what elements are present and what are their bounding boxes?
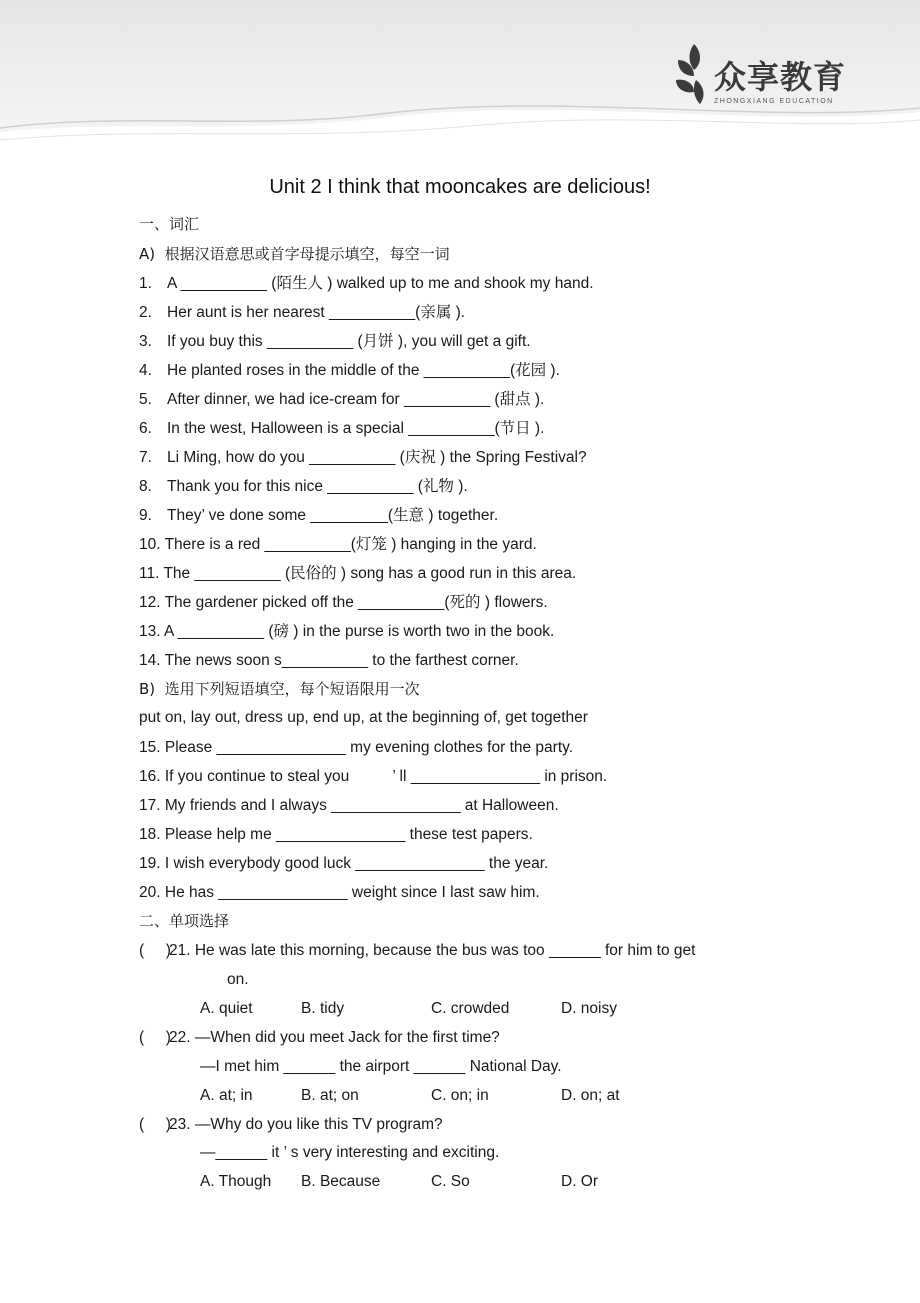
option-c: C. on; in bbox=[431, 1087, 489, 1104]
section1-heading: 一、词汇 bbox=[139, 215, 200, 233]
question-23: ( )23. —Why do you like this TV program? bbox=[139, 1116, 443, 1133]
question-22: ( )22. —When did you meet Jack for the first time? bbox=[139, 1029, 500, 1046]
option-a: A. at; in bbox=[200, 1087, 253, 1104]
list-item: 15. Please _______________ my evening clothes for the party. bbox=[139, 739, 574, 756]
list-item: 17. My friends and I always _______________ at Halloween. bbox=[139, 797, 559, 814]
list-item: 12. The gardener picked off the __________(死的 ) flowers. bbox=[139, 594, 548, 611]
brand-logo bbox=[672, 40, 847, 115]
option-b: B. tidy bbox=[301, 1000, 345, 1017]
question-22-continued: —I met him ______ the airport ______ National Day. bbox=[200, 1058, 562, 1075]
leaf-logo-icon bbox=[672, 40, 714, 115]
list-item: 18. Please help me _______________ these test papers. bbox=[139, 826, 533, 843]
section2-heading: 二、单项选择 bbox=[139, 912, 230, 930]
list-item: 10. There is a red __________(灯笼 ) hanging in the yard. bbox=[139, 536, 537, 553]
option-b: B. Because bbox=[301, 1173, 381, 1190]
header-banner bbox=[0, 0, 920, 150]
option-d: D. Or bbox=[561, 1173, 599, 1190]
list-item: 2. Her aunt is her nearest __________(亲属 ). bbox=[139, 304, 466, 321]
option-c: C. So bbox=[431, 1173, 470, 1190]
question-23-continued: —______ it ’ s very interesting and exciting. bbox=[200, 1144, 500, 1161]
list-item: 5. After dinner, we had ice-cream for __________ (甜点 ). bbox=[139, 391, 545, 408]
list-item: 6. In the west, Halloween is a special __________(节日 ). bbox=[139, 420, 545, 437]
partA-instruction: A) 根据汉语意思或首字母提示填空，每空一词 bbox=[139, 245, 450, 263]
list-item: 9. They’ ve done some _________(生意 ) together. bbox=[139, 507, 499, 524]
list-item: 3. If you buy this __________ (月饼 ), you will get a gift. bbox=[139, 333, 531, 350]
option-d: D. on; at bbox=[561, 1087, 620, 1104]
list-item: 13. A __________ (磅 ) in the purse is worth two in the book. bbox=[139, 623, 555, 640]
brand-name-en: ZHONGXIANG EDUCATION bbox=[714, 98, 834, 105]
list-item: 16. If you continue to steal you ’ ll _______________ in prison. bbox=[139, 768, 608, 785]
phrase-bank: put on, lay out, dress up, end up, at the beginning of, get together bbox=[139, 709, 588, 726]
list-item: 14. The news soon s__________ to the farthest corner. bbox=[139, 652, 519, 669]
list-item: 11. The __________ (民俗的 ) song has a good run in this area. bbox=[139, 565, 577, 582]
list-item: 4. He planted roses in the middle of the __________(花园 ). bbox=[139, 362, 560, 379]
option-b: B. at; on bbox=[301, 1087, 359, 1104]
list-item: 1. A __________ (陌生人 ) walked up to me and shook my hand. bbox=[139, 275, 594, 292]
question-21: ( )21. He was late this morning, because the bus was too ______ for him to get bbox=[139, 942, 696, 959]
partB-instruction: B) 选用下列短语填空，每个短语限用一次 bbox=[139, 680, 420, 698]
list-item: 7. Li Ming, how do you __________ (庆祝 ) the Spring Festival? bbox=[139, 449, 587, 466]
option-a: A. quiet bbox=[200, 1000, 253, 1017]
document-title: Unit 2 I think that mooncakes are delicious! bbox=[269, 176, 651, 198]
option-d: D. noisy bbox=[561, 1000, 617, 1017]
brand-name-cn: 众享教育 bbox=[714, 58, 847, 96]
question-21-continued: on. bbox=[227, 971, 249, 988]
list-item: 20. He has _______________ weight since I last saw him. bbox=[139, 884, 540, 901]
option-a: A. Though bbox=[200, 1173, 272, 1190]
list-item: 19. I wish everybody good luck _______________ the year. bbox=[139, 855, 549, 872]
list-item: 8. Thank you for this nice __________ (礼物 ). bbox=[139, 478, 468, 495]
option-c: C. crowded bbox=[431, 1000, 510, 1017]
